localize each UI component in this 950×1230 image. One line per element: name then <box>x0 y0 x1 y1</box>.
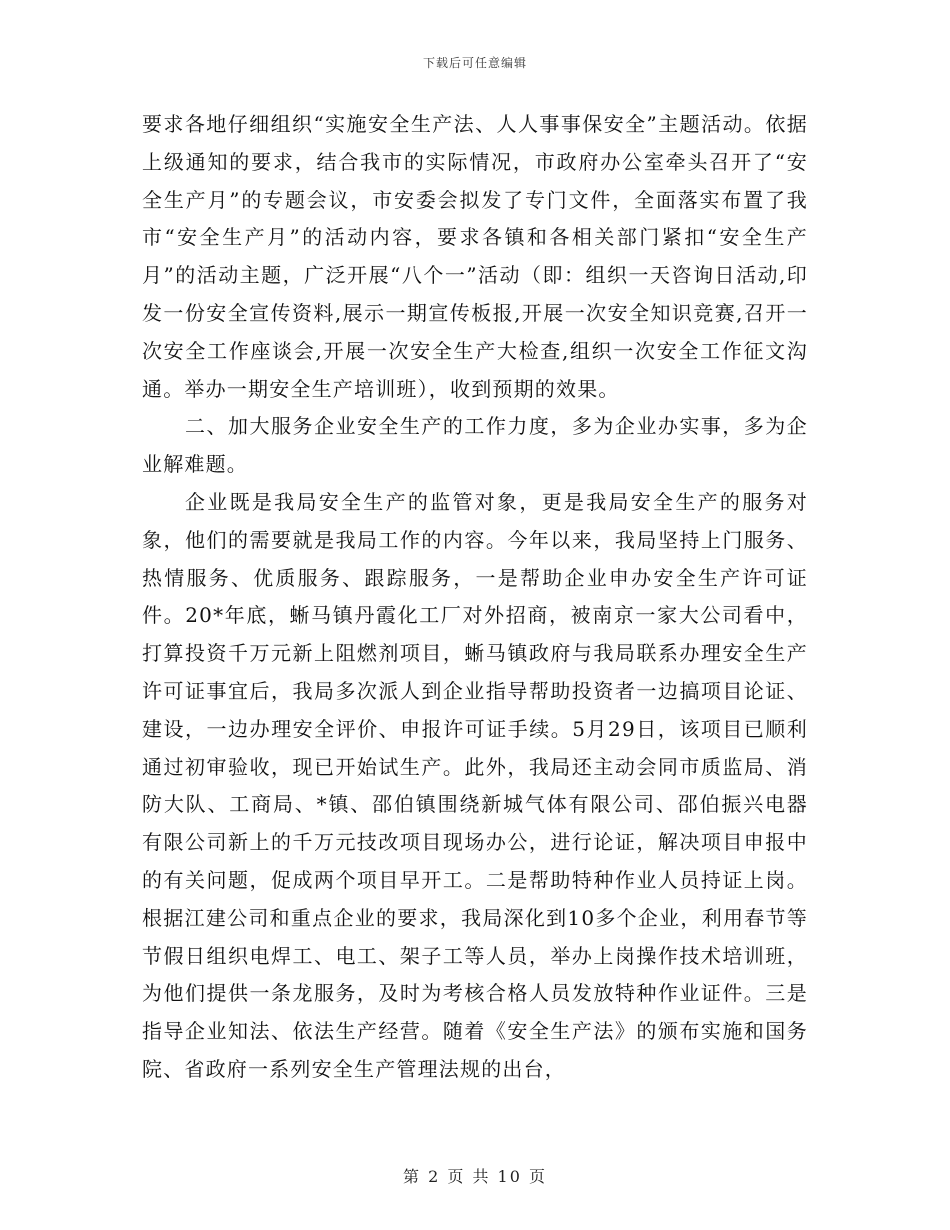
paragraph-continuation: 要求各地仔细组织“实施安全生产法、人人事事保安全”主题活动。依据上级通知的要求，结合我市的实际情况，市政府办公室牵头召开了“安全生产月”的专题会议，市安委会拟发了专门文件，全面落实布置了我市“安全生产月”的活动内容，要求各镇和各相关部门紧扣“安全生产月”的活动主题，广泛开展“八个一”活动（即：组织一天咨询日活动,印发一份安全宣传资料,展示一期宣传板报,开展一次安全知识竞赛,召开一次安全工作座谈会,开展一次安全生产大检查,组织一次安全工作征文沟通。举办一期安全生产培训班），收到预期的效果。 <box>142 112 808 401</box>
section-heading-paragraph: 二、加大服务企业安全生产的工作力度，多为企业办实事，多为企业解难题。 <box>142 414 808 477</box>
page-number-footer: 第 2 页 共 10 页 <box>403 1167 547 1186</box>
body-paragraph: 企业既是我局安全生产的监管对象，更是我局安全生产的服务对象，他们的需要就是我局工作的内容。今年以来，我局坚持上门服务、热情服务、优质服务、跟踪服务，一是帮助企业申办安全生产许可证件。20*年底，蜥马镇丹霞化工厂对外招商，被南京一家大公司看中，打算投资千万元新上阻燃剂项目，蜥马镇政府与我局联系办理安全生产许可证事宜后，我局多次派人到企业指导帮助投资者一边搞项目论证、建设，一边办理安全评价、申报许可证手续。5月29日，该项目已顺利通过初审验收，现已开始试生产。此外，我局还主动会同市质监局、消防大队、工商局、*镇、邵伯镇围绕新城气体有限公司、邵伯振兴电器有限公司新上的千万元技改项目现场办公，进行论证，解决项目申报中的有关问题，促成两个项目早开工。二是帮助特种作业人员持证上岗。根据江建公司和重点企业的要求，我局深化到10多个企业，利用春节等节假日组织电焊工、电工、架子工等人员，举办上岗操作技术培训班，为他们提供一条龙服务，及时为考核合格人员发放特种作业证件。三是指导企业知法、依法生产经营。随着《安全生产法》的颁布实施和国务院、省政府一系列安全生产管理法规的出台， <box>142 489 808 1081</box>
document-body <box>142 106 808 1089</box>
page-header: 下载后可任意编辑 <box>422 56 527 70</box>
